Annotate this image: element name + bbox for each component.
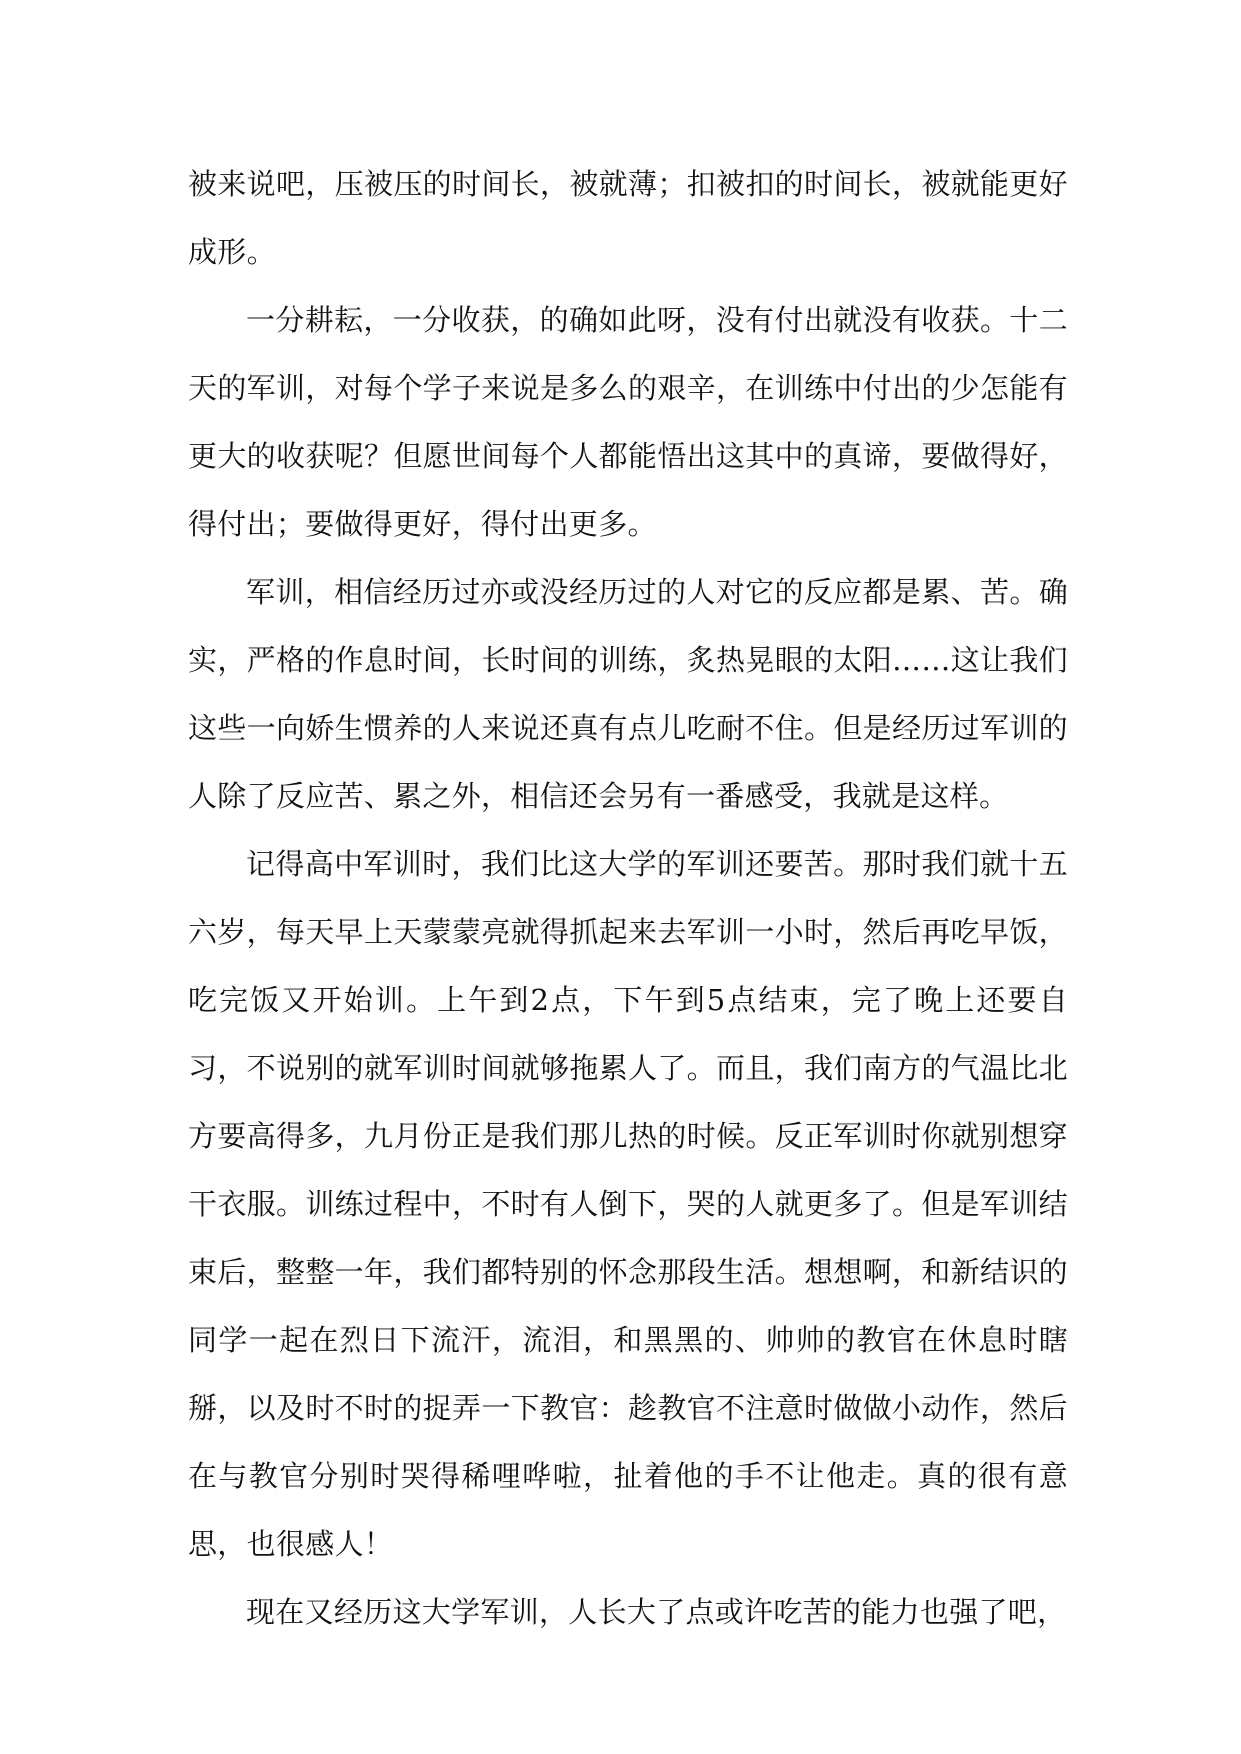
document-body xyxy=(188,150,1068,1646)
paragraph-1: 被来说吧，压被压的时间长，被就薄；扣被扣的时间长，被就能更好成形。 xyxy=(188,167,1068,269)
paragraph-5: 现在又经历这大学军训，人长大了点或许吃苦的能力也强了吧， xyxy=(246,1595,1067,1629)
paragraph-2: 一分耕耘，一分收获，的确如此呀，没有付出就没有收获。十二天的军训，对每个学子来说是多么的艰辛，在训练中付出的少怎能有更大的收获呢？但愿世间每个人都能悟出这其中的真谛，要做得好，得付出；要做得更好，得付出更多。 xyxy=(188,303,1068,541)
paragraph-3: 军训，相信经历过亦或没经历过的人对它的反应都是累、苦。确实，严格的作息时间，长时间的训练，炙热晃眼的太阳……这让我们这些一向娇生惯养的人来说还真有点儿吃耐不住。但是经历过军训的人除了反应苦、累之外，相信还会另有一番感受，我就是这样。 xyxy=(188,575,1068,813)
paragraph-4: 记得高中军训时，我们比这大学的军训还要苦。那时我们就十五六岁，每天早上天蒙蒙亮就得抓起来去军训一小时，然后再吃早饭，吃完饭又开始训。上午到2点，下午到5点结束，完了晚上还要自习，不说别的就军训时间就够拖累人了。而且，我们南方的气温比北方要高得多，九月份正是我们那儿热的时候。反正军训时你就别想穿干衣服。训练过程中，不时有人倒下，哭的人就更多了。但是军训结束后，整整一年，我们都特别的怀念那段生活。想想啊，和新结识的同学一起在烈日下流汗，流泪，和黑黑的、帅帅的教官在休息时瞎掰，以及时不时的捉弄一下教官：趁教官不注意时做做小动作，然后在与教官分别时哭得稀哩哗啦，扯着他的手不让他走。真的很有意思，也很感人！ xyxy=(188,847,1068,1561)
